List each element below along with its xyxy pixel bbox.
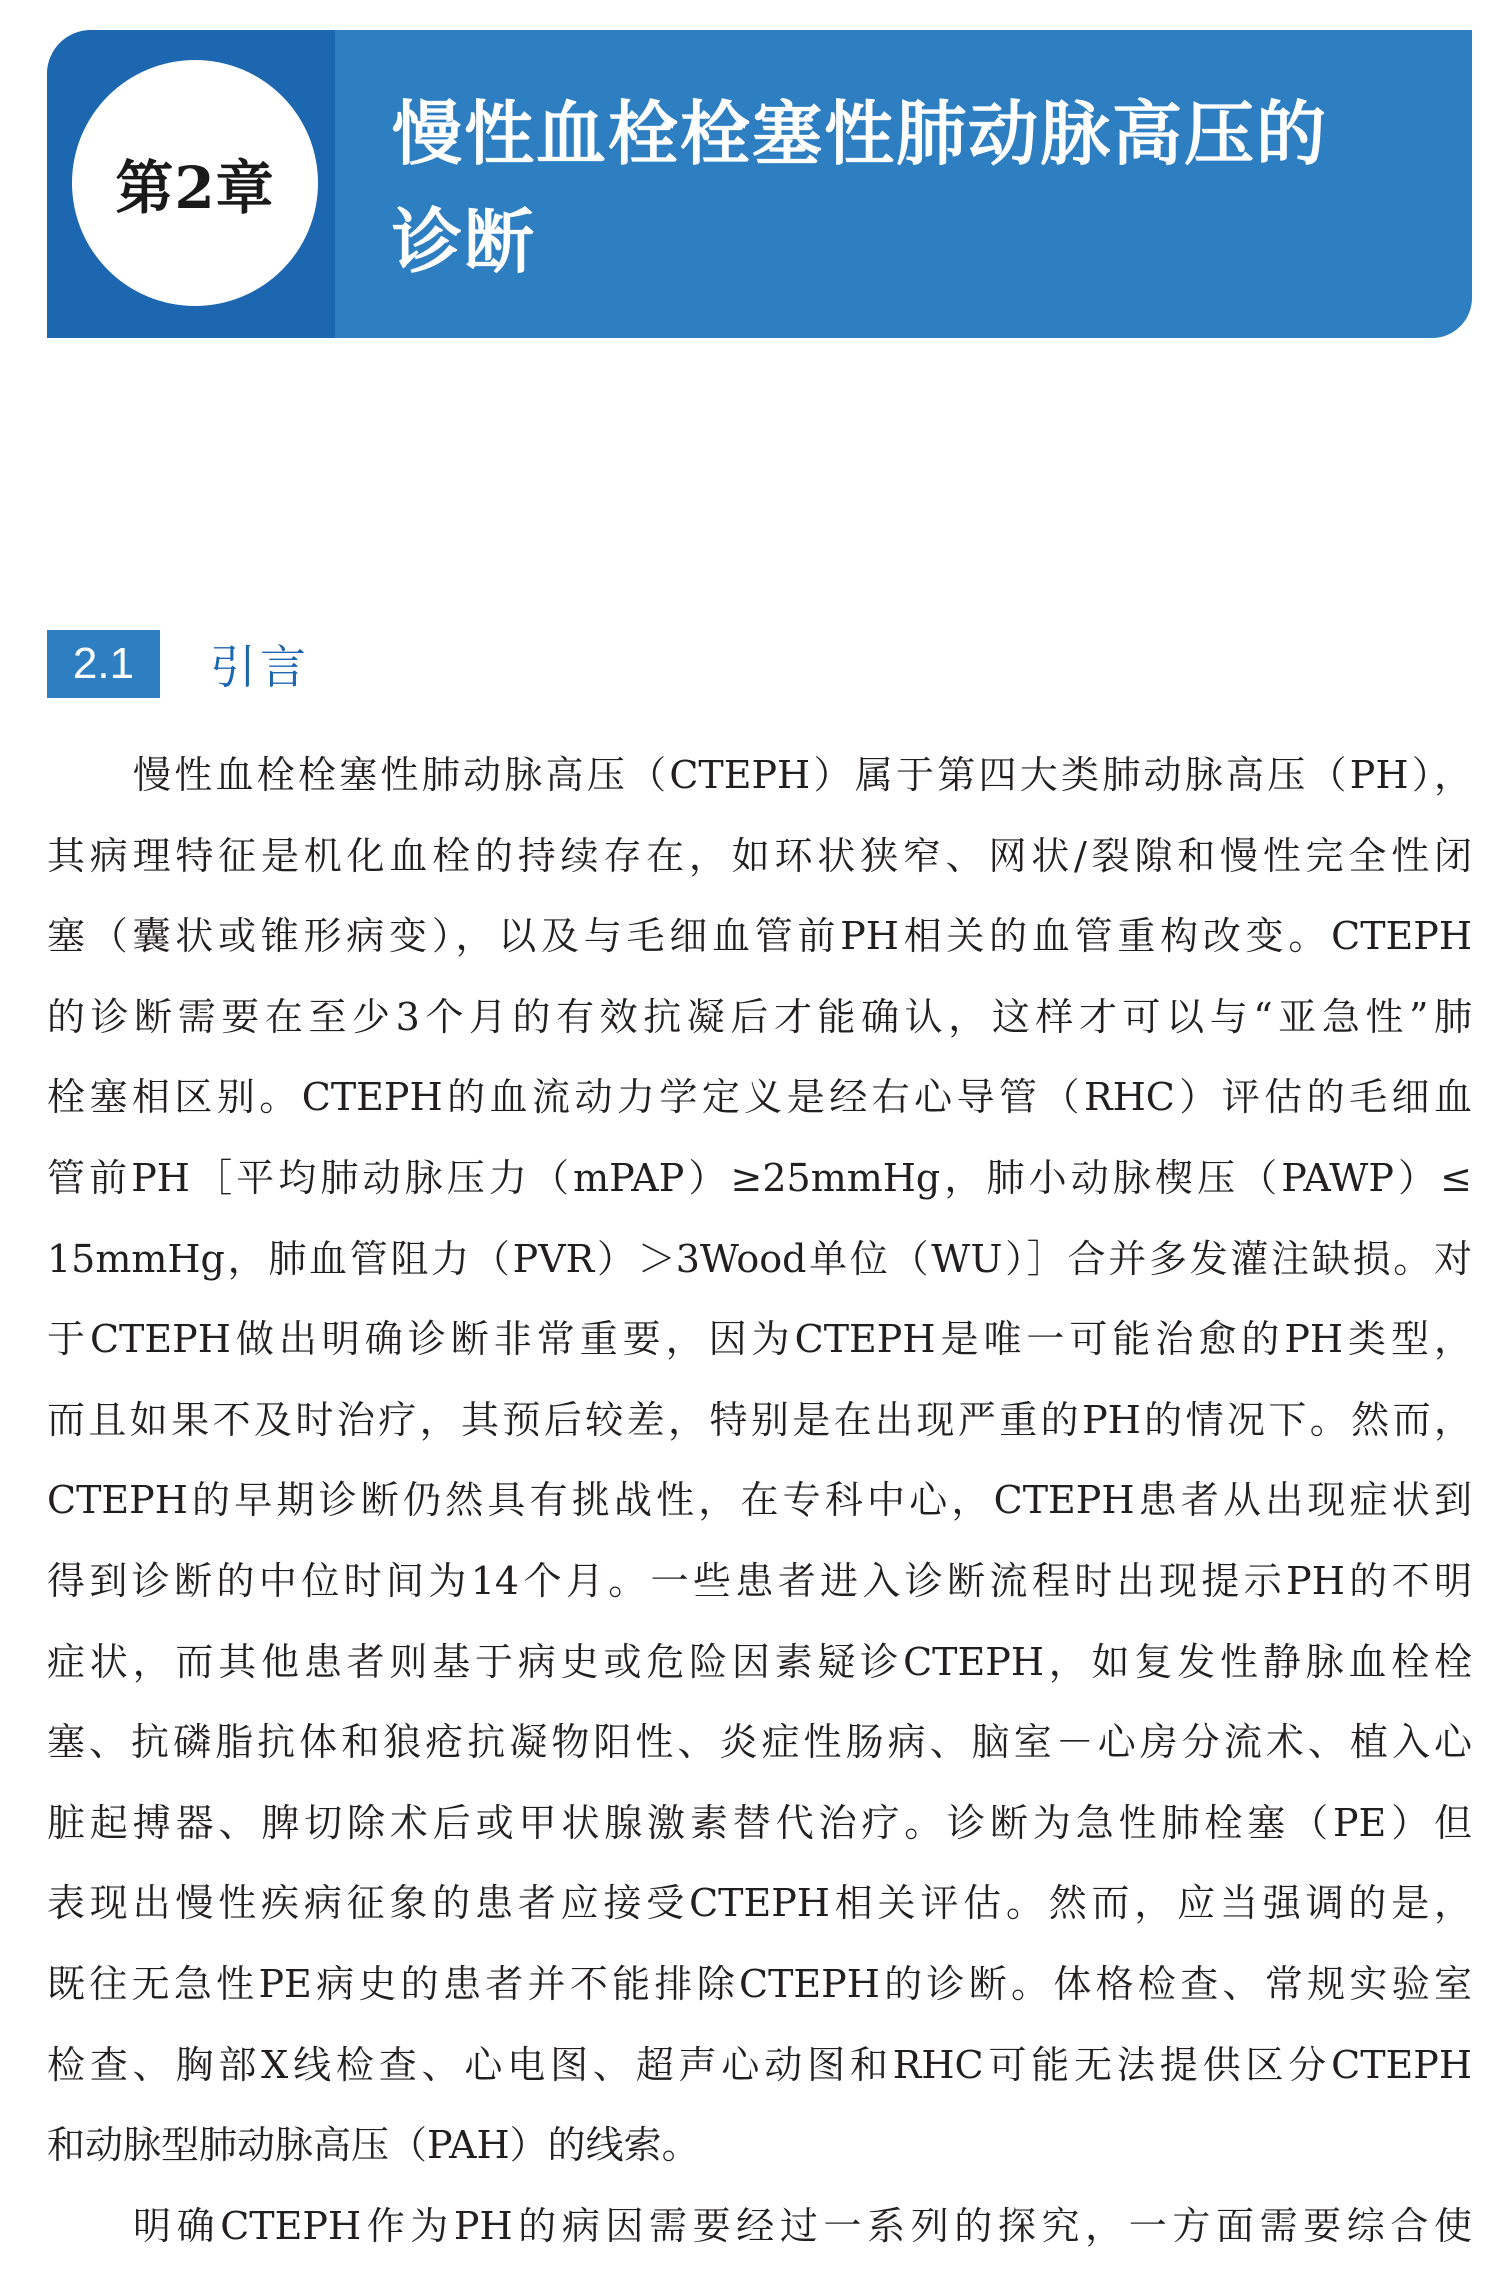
body-line: 明确CTEPH作为PH的病因需要经过一系列的探究，一方面需要综合使 bbox=[133, 2203, 1472, 2248]
body-line: 和动脉型肺动脉高压（PAH）的线索。 bbox=[47, 2123, 700, 2168]
body-line: 而且如果不及时治疗，其预后较差，特别是在出现严重的PH的情况下。然而， bbox=[47, 1397, 1472, 1442]
section-title: 引言 bbox=[210, 640, 310, 694]
body-line: CTEPH的早期诊断仍然具有挑战性，在专科中心，CTEPH患者从出现症状到 bbox=[47, 1478, 1472, 1523]
body-line: 脏起搏器、脾切除术后或甲状腺激素替代治疗。诊断为急性肺栓塞（PE）但 bbox=[47, 1800, 1472, 1845]
section-number: 2.1 bbox=[47, 630, 160, 698]
chapter-number-badge: 第2章 bbox=[72, 60, 318, 306]
chapter-banner bbox=[47, 30, 1472, 338]
body-line: 症状，而其他患者则基于病史或危险因素疑诊CTEPH，如复发性静脉血栓栓 bbox=[47, 1639, 1472, 1684]
body-line: 栓塞相区别。CTEPH的血流动力学定义是经右心导管（RHC）评估的毛细血 bbox=[47, 1075, 1472, 1120]
body-line: 检查、胸部X线检查、心电图、超声心动图和RHC可能无法提供区分CTEPH bbox=[47, 2042, 1472, 2087]
body-line: 既往无急性PE病史的患者并不能排除CTEPH的诊断。体格检查、常规实验室 bbox=[47, 1961, 1472, 2006]
body-line: 于CTEPH做出明确诊断非常重要，因为CTEPH是唯一可能治愈的PH类型， bbox=[47, 1317, 1472, 1362]
chapter-title-line-1: 慢性血栓栓塞性肺动脉高压的 bbox=[392, 93, 1328, 175]
body-line: 表现出慢性疾病征象的患者应接受CTEPH相关评估。然而，应当强调的是， bbox=[47, 1881, 1472, 1926]
body-line: 15mmHg，肺血管阻力（PVR）＞3Wood单位（WU）］合并多发灌注缺损。对 bbox=[47, 1236, 1472, 1281]
body-line: 管前PH［平均肺动脉压力（mPAP）≥25mmHg，肺小动脉楔压（PAWP）≤ bbox=[47, 1155, 1472, 1200]
chapter-title-line-2: 诊断 bbox=[392, 201, 536, 283]
body-text bbox=[47, 735, 1472, 2266]
body-line: 其病理特征是机化血栓的持续存在，如环状狭窄、网状/裂隙和慢性完全性闭 bbox=[47, 833, 1472, 878]
body-line: 慢性血栓栓塞性肺动脉高压（CTEPH）属于第四大类肺动脉高压（PH）， bbox=[133, 753, 1472, 797]
chapter-title bbox=[392, 80, 1432, 296]
body-line: 塞、抗磷脂抗体和狼疮抗凝物阳性、炎症性肠病、脑室－心房分流术、植入心 bbox=[47, 1720, 1472, 1765]
body-line: 塞（囊状或锥形病变），以及与毛细血管前PH相关的血管重构改变。CTEPH bbox=[47, 914, 1472, 959]
body-line: 得到诊断的中位时间为14个月。一些患者进入诊断流程时出现提示PH的不明 bbox=[47, 1558, 1472, 1603]
body-line: 的诊断需要在至少3个月的有效抗凝后才能确认，这样才可以与“亚急性”肺 bbox=[47, 994, 1472, 1039]
section-heading bbox=[47, 630, 310, 698]
